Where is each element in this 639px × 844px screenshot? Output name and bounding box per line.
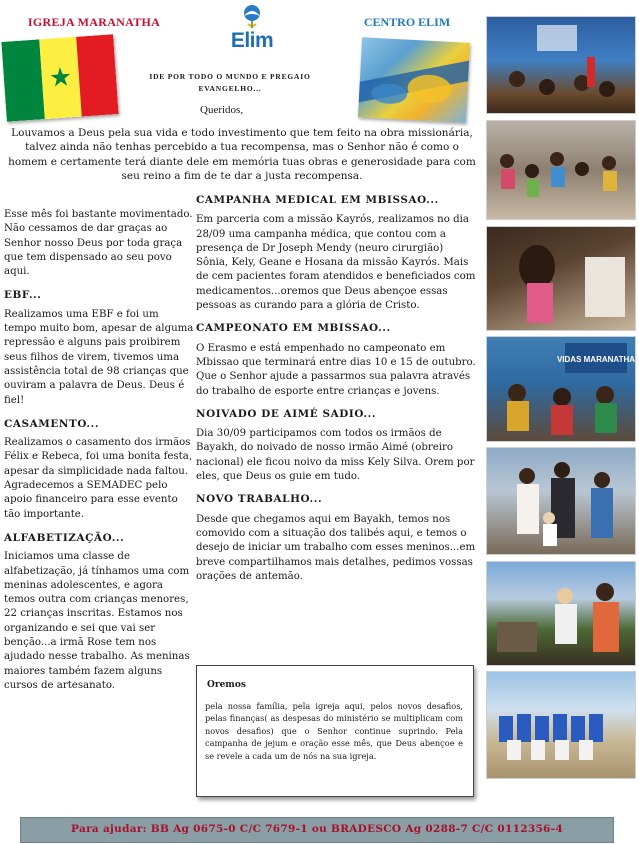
photo-medical-campaign [486,226,636,331]
left-column [4,208,194,693]
photo-engagement [486,447,636,555]
section-text-alfabetizacao: Iniciamos uma classe de alfabetização, já tínhamos uma com meninas adolescentes, e agora temos outra com crianças menores, 22 crianças inscritas. Estamos nos organizando e sei que vai ser benção...a irmã Rose tem nos ajudado nesse trabalho. As meninas maiores também fazem alguns cursos de artesanato. [4,551,190,691]
banner-photo [358,37,470,123]
church-name: IGREJA MARANATHA [27,15,161,29]
section-title-noivado: NOIVADO DE AIMÉ SADIO... [196,407,377,420]
section-text-novo-trabalho: Desde que chegamos aqui em Bayakh, temos nos comovido com a situação dos talibés aqui, e temos o desejo de iniciar um trabalho com esses meninos...em breve compartilhamos mais detalhes, pedimos vossas orações de antemão. [196,513,476,582]
section-title-campanha: CAMPANHA MEDICAL EM MBISSAO... [196,194,439,206]
prayer-box [196,665,474,797]
section-text-noivado: Dia 30/09 participamos com todos os irmãos de Bayakh, do noivado de nosso irmão Aimé (obreiro nacional) ele ficou noivo da miss Kely Silva. Orem por eles, que Deus os guie em tudo. [196,428,475,483]
photo-football-team [486,671,636,779]
bank-details: Para ajudar: BB Ag 0675-0 C/C 7679-1 ou BRADESCO Ag 0288-7 C/C 0112356-4 [71,823,563,835]
tagline: IDE POR TODO O MUNDO E PREGAIO EVANGELHO... [149,72,311,93]
section-title-ebf: EBF... [4,289,42,302]
intro-paragraph: Louvamos a Deus pela sua vida e todo investimento que tem feito na obra missionária, talvez ainda não tenhas percebido a tua recompensa, mas o Senhor não é como o homem e certamente terá diante dele em memória tuas obras e generosidade para com seu reino a fim de te dar a justa recompensa. [8,127,476,183]
photo-children-gathering [486,120,636,220]
senegal-flag [1,34,118,122]
greeting: Queridos, [200,104,244,116]
center-name: CENTRO ELIM [363,15,451,29]
middle-column [196,193,478,584]
photo-new-work [486,561,636,666]
elim-logo [222,2,282,56]
section-title-alfabetizacao: ALFABETIZAÇÃO... [4,531,125,544]
section-title-campeonato: CAMPEONATO EM MBISSAO... [196,322,391,335]
donation-footer [20,817,614,843]
prayer-box-title: Oremos [207,680,246,690]
section-title-novo-trabalho: NOVO TRABALHO... [196,493,323,506]
photo-championship [486,336,636,442]
section-text-casamento: Realizamos o casamento dos irmãos Félix e Rebeca, foi uma bonita festa, apesar da simplicidade nada faltou. Agradecemos a SEMADEC pelo apoio financeiro para esse evento tão importante. [4,437,193,520]
section-text-ebf: Realizamos uma EBF e foi um tempo muito bom, apesar de alguma repressão e alguns pais proibirem seus filhos de virem, tivemos uma assistência total de 98 crianças que ouviram a palavra de Deus. Deus é fiel! [4,308,194,406]
section-text-campeonato: O Erasmo e está empenhado no campeonato em Mbissao que terminará entre dias 10 e 15 de outubro. Que o Senhor ajude a passarmos sua palavra através do trabalho de esporte entre crianças e jovens. [196,342,476,397]
logo-wordmark: Elim [230,29,274,52]
dove-icon [222,2,282,32]
banner-label: VIDAS MARANATHA [556,355,635,364]
prayer-box-text: pela nossa família, pela igreja aqui, pelos novos desafios, pelas finanças( as despesas do ministério se multiplicam com novos desafios) que o Senhor continue suprindo. Pela campanha de jejum e oração esse mês, que Deus abençoe e se revele a cada um de nós na sua igreja. [205,701,463,761]
photo-classroom [486,16,636,114]
section-title-casamento: CASAMENTO... [4,417,100,430]
opening-paragraph: Esse mês foi bastante movimentado. Não cessamos de dar graças ao Senhor nosso Deus por toda graça que tem dispensado ao seu povo aqui. [4,209,193,278]
section-text-campanha: Em parceria com a missão Kayrós, realizamos no dia 28/09 uma campanha médica, que contou com a presença de Dr Joseph Mendy (neuro cirurgião) Sônia, Kely, Geane e Hosana da missão Kayrós. Mais de cem pacientes foram atendidos e beneficiados com medicamentos...oremos que Deus abençoe essas pessoas as curando para a glória de Cristo. [196,214,476,312]
star-icon: ★ [47,62,74,94]
